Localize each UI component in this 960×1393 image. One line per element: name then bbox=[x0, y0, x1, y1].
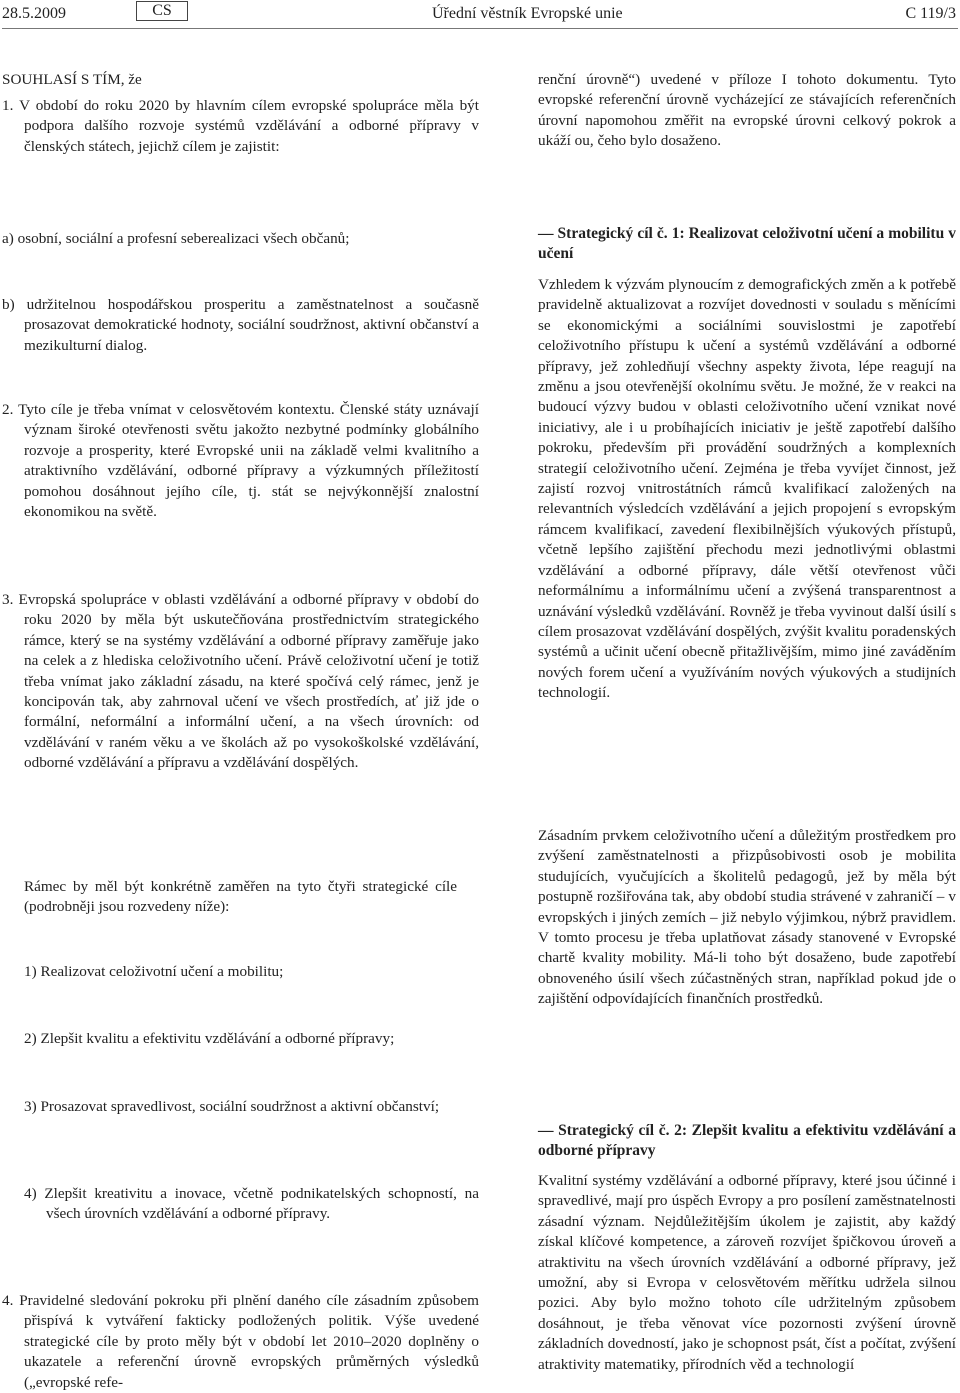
paragraph-4: 4. Pravidelné sledování pokroku při plnění daného cíle zásadním způsobem přispívá k vytváření fakticky podložených politik. Výše uvedené strategické cíle by proto měly být v období let 2010–2020 doplněny o ukazatele a referenční úrovně evropských průměrných výsledků („evropské refe- bbox=[2, 1292, 479, 1391]
objective-1-heading: — Strategický cíl č. 1: Realizovat celoživotní učení a mobilitu v učení bbox=[538, 225, 956, 262]
paragraph-2: 2. Tyto cíle je třeba vnímat v celosvětovém kontextu. Členské státy uznávají význam široké otevřenosti světu jakožto nezbytné podmínky globálního rozvoje a prosperity, které Evropské unii na základě velmi kvalitního a atraktivního vzdělávání, odborné přípravy a výzkumných příležitostí pomohou dosáhnout jejího cíle, tj. stát se nejvýkonnější znalostní ekonomikou na světě. bbox=[2, 401, 479, 521]
objective-2-heading: — Strategický cíl č. 2: Zlepšit kvalitu a efektivitu vzdělávání a odborné přípravy bbox=[538, 1122, 956, 1159]
language-badge: CS bbox=[136, 1, 188, 21]
framework-intro: Rámec by měl být konkrétně zaměřen na tyto čtyři strategické cíle (podrobněji jsou rozvedeny níže): bbox=[24, 878, 457, 916]
objective-2-paragraph-1: Kvalitní systémy vzdělávání a odborné přípravy, které jsou účinné i spravedlivé, mají pro úspěch Evropy a pro posílení zaměstnatelnosti zásadní význam. Nejdůležitějším úkolem je zajistit, aby každý získal klíčové kompetence, a zároveň rozvíjet špičkovou úroveň a atraktivitu na všech úrovních vzdělávání a odborné přípravy, jež umožní, aby si Evropa v celosvětovém měřítku udržela silnou pozici. Aby bylo možno tohoto cíle udržitelným způsobem dosáhnout, je třeba věnovat více pozornosti zvýšení úrovně základních dovedností, jako je schopnost psát, číst a počítat, zvýšení atraktivity matematiky, přírodních věd a technologií bbox=[538, 1172, 956, 1373]
item-b: b) udržitelnou hospodářskou prosperitu a zaměstnatelnost a současně prosazovat demokratické hodnoty, sociální soudržnost, aktivní občanství a mezikulturní dialog. bbox=[2, 296, 479, 354]
agree-heading: SOUHLASÍ S TÍM, že bbox=[2, 71, 142, 88]
page-number: C 119/3 bbox=[905, 5, 956, 22]
journal-title: Úřední věstník Evropské unie bbox=[432, 5, 623, 22]
continued-text: renční úrovně“) uvedené v příloze I tohoto dokumentu. Tyto evropské referenční úrovně vycházející ze stávajících referenčních úrovní napomohou změřit na evropské úrovni celkový pokrok a ukáží ou, čeho bylo dosaženo. bbox=[538, 71, 956, 150]
publication-date: 28.5.2009 bbox=[2, 5, 66, 22]
goal-3: 3) Prosazovat spravedlivost, sociální soudržnost a aktivní občanství; bbox=[24, 1098, 440, 1115]
goal-2: 2) Zlepšit kvalitu a efektivitu vzdělávání a odborné přípravy; bbox=[24, 1030, 395, 1047]
header-divider bbox=[2, 28, 958, 29]
goal-1: 1) Realizovat celoživotní učení a mobilitu; bbox=[24, 963, 284, 980]
goal-4: 4) Zlepšit kreativitu a inovace, včetně podnikatelských schopností, na všech úrovních vzdělávání a odborné přípravy. bbox=[24, 1185, 479, 1223]
objective-1-paragraph-1: Vzhledem k výzvám plynoucím z demografických změn a k potřebě pravidelně aktualizovat a rozvíjet dovednosti v souladu s měnícími se ekonomickými a sociálními souvislostmi je zapotřebí celoživotního přístupu k učení a systémů vzdělávání a odborné přípravy, jež zohledňují všechny aspekty života, lépe reagují na změnu a jsou otevřenější okolnímu světu. Je možné, že v reakci na budoucí výzvy budou v oblasti celoživotního učení vznikat nové iniciativy, ale i u probíhajících iniciativ je ještě zapotřebí dalšího pokroku, především při provádění soudržných a komplexních strategií celoživotního učení. Zejména je třeba vyvíjet činnost, jež zajistí rozvoj vnitrostátních rámců kvalifikací založených na relevantních výsledcích vzdělávání a jejich propojení s evropským rámcem kvalifikací, zavedení flexibilnějších výukových přístupů, včetně lepšího zajištění přechodu mezi jednotlivými oblastmi vzdělávání a odborné přípravy, dále větší otevřenost vůči neformálnímu a informálnímu učení a zvýšená transparentnost a uznávání výsledků vzdělávání. Rovněž je třeba vyvinout další úsilí s cílem prosazovat vzdělávání dospělých, zvýšit kvalitu poradenských systémů a učinit učení obecně přitažlivějším, mimo jiné zaváděním nových forem učení a využíváním nových výukových a studijních technologií. bbox=[538, 276, 956, 702]
item-a: a) osobní, sociální a profesní seberealizaci všech občanů; bbox=[2, 230, 350, 247]
paragraph-1: 1. V období do roku 2020 by hlavním cílem evropské spolupráce měla být podpora dalšího rozvoje systémů vzdělávání a odborné přípravy v členských státech, jejichž cílem je zajistit: bbox=[2, 97, 479, 155]
page-header bbox=[0, 0, 960, 30]
paragraph-3: 3. Evropská spolupráce v oblasti vzdělávání a odborné přípravy v období do roku 2020 by měla být uskutečňována prostřednictvím strategického rámce, který se na systémy vzdělávání a odborné přípravy zaměřuje jako na celek a z hlediska celoživotního učení. Právě celoživotní učení je totiž třeba vnímat jako základní zásadu, na které spočívá celý rámec, jenž je koncipován tak, aby zahrnoval učení ve všech prostředích, ať již jde o formální, neformální a informální učení, a na všech úrovních: od vzdělávání v raném věku a ve školách až po vysokoškolské vzdělávání, odborné vzdělávání a přípravu a vzdělávání dospělých. bbox=[2, 591, 479, 772]
objective-1-paragraph-2: Zásadním prvkem celoživotního učení a důležitým prostředkem pro zvýšení zaměstnatelnosti a přizpůsobivosti osob je mobilita studujících, vyučujících a školitelů pedagogů, jež by měla být postupně rozšiřována tak, aby období studia strávené v zahraničí – v evropských i jiných zemích – již nebylo výjimkou, nýbrž pravidlem. V tomto procesu je třeba uplatňovat zásady stanovené v Evropské chartě kvality mobility. Má-li toho být dosaženo, bude zapotřebí obnoveného úsilí všech zúčastněných stran, například pokud jde o zajištění odpovídajících finančních prostředků. bbox=[538, 827, 956, 1008]
